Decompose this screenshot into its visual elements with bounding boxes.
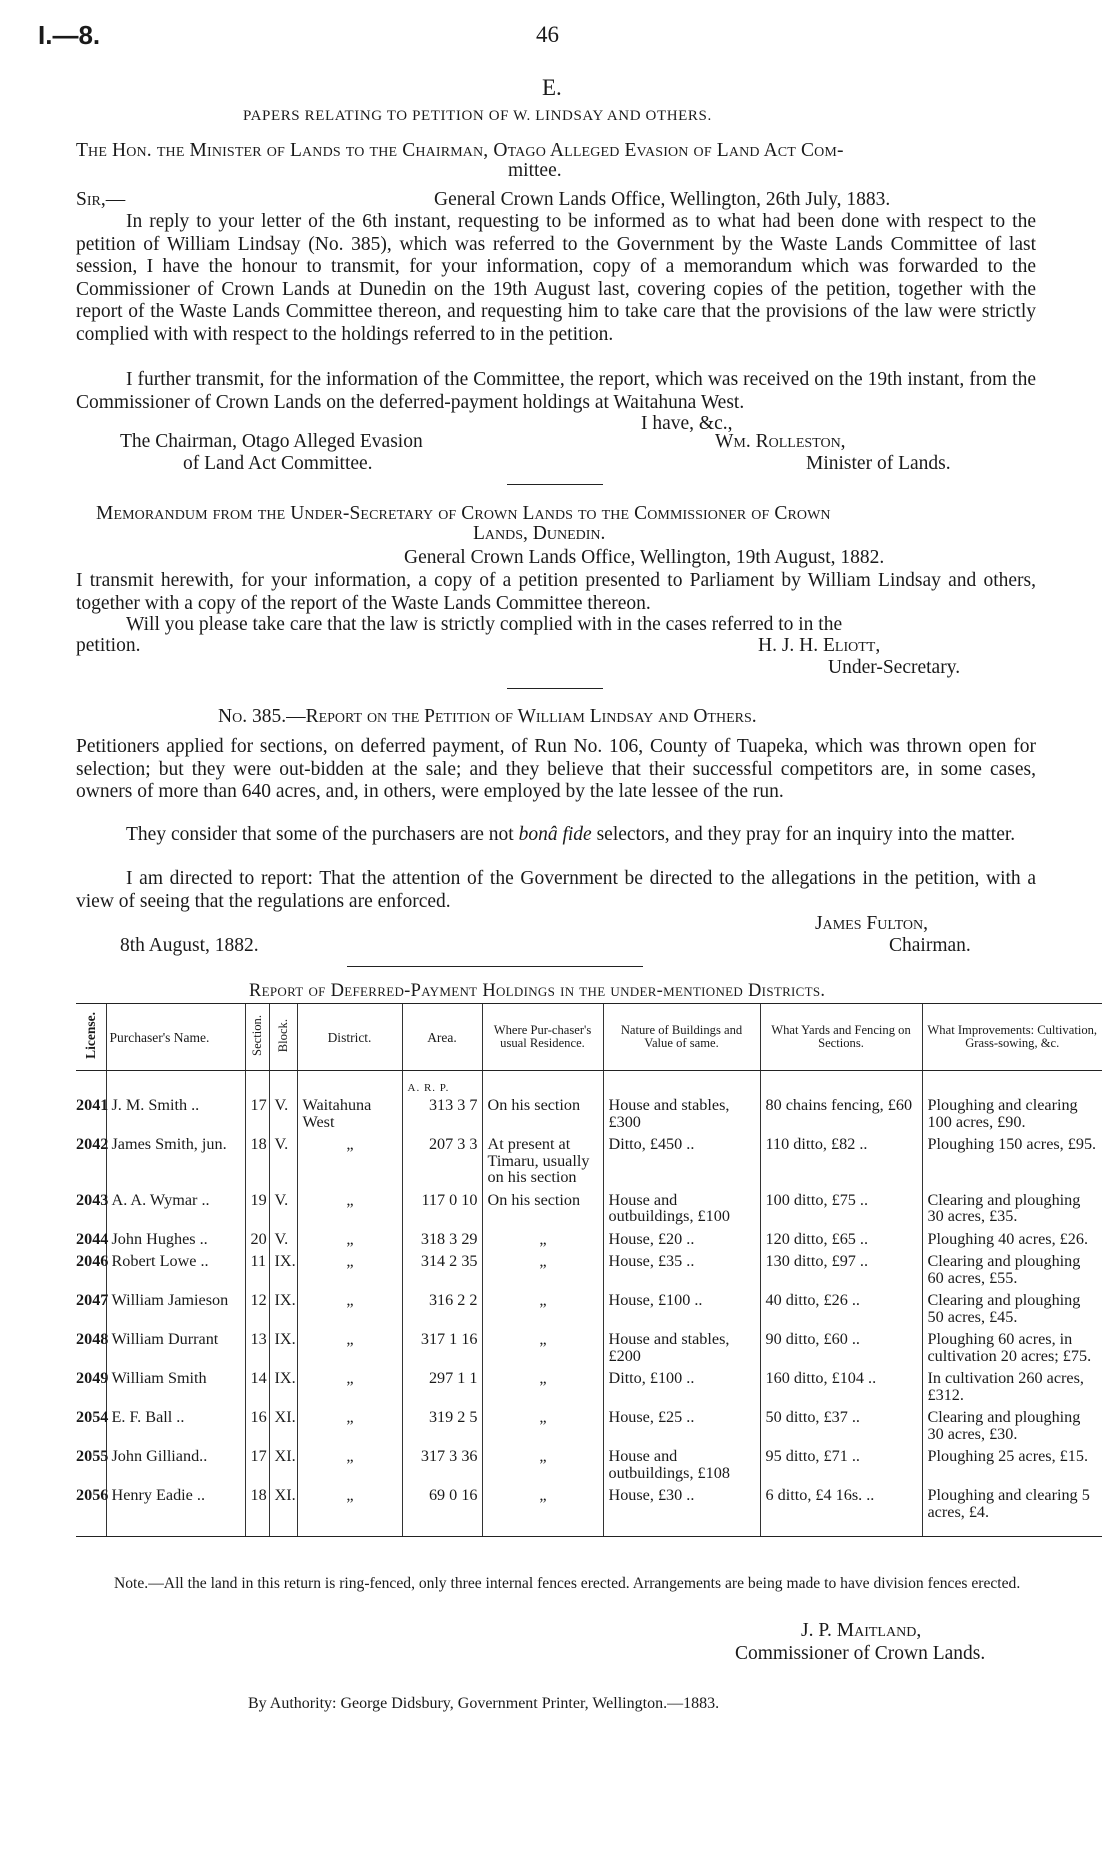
residence-cell: „ xyxy=(482,1367,603,1406)
area-cell: 313 3 7 xyxy=(402,1094,482,1133)
district-cell: „ xyxy=(297,1484,402,1537)
license-cell: 2041 xyxy=(76,1096,109,1114)
memo-place-date: General Crown Lands Office, Wellington, 19th August, 1882. xyxy=(404,547,885,568)
area-cell: 69 0 16 xyxy=(402,1484,482,1537)
letter1-signature: Wm. Rolleston, xyxy=(715,431,846,452)
header-yards: What Yards and Fencing on Sections. xyxy=(760,1004,922,1071)
improvements-cell: Ploughing 150 acres, £95. xyxy=(922,1133,1102,1189)
purchaser-name-cell: William Jamieson xyxy=(106,1289,245,1328)
block-cell: V. xyxy=(269,1133,297,1189)
commissioner-signature: J. P. Maitland, xyxy=(801,1620,922,1641)
purchaser-name-cell: William Durrant xyxy=(106,1328,245,1367)
buildings-cell: House and stables, £200 xyxy=(603,1328,760,1367)
header-residence: Where Pur-chaser's usual Residence. xyxy=(482,1004,603,1071)
purchaser-name-cell: Henry Eadie .. xyxy=(106,1484,245,1537)
improvements-cell: Clearing and ploughing 60 acres, £55. xyxy=(922,1250,1102,1289)
block-cell: V. xyxy=(269,1189,297,1228)
section-cell: 18 xyxy=(245,1484,269,1537)
table-header-row xyxy=(76,1004,1102,1071)
residence-cell: „ xyxy=(482,1406,603,1445)
appendix-letter: E. xyxy=(542,75,562,100)
area-cell: 316 2 2 xyxy=(402,1289,482,1328)
area-cell: 317 3 36 xyxy=(402,1445,482,1484)
letter1-addressee-line2: of Land Act Committee. xyxy=(183,453,373,474)
letter1-signature-title: Minister of Lands. xyxy=(806,453,951,474)
residence-cell: „ xyxy=(482,1445,603,1484)
yards-cell: 160 ditto, £104 .. xyxy=(760,1367,922,1406)
letter1-place-date: General Crown Lands Office, Wellington, 26th July, 1883. xyxy=(434,189,891,210)
divider-rule xyxy=(507,688,603,689)
report-signature-title: Chairman. xyxy=(889,935,971,956)
area-cell: 318 3 29 xyxy=(402,1228,482,1251)
block-cell: XI. xyxy=(269,1406,297,1445)
block-cell: XI. xyxy=(269,1484,297,1537)
table-row xyxy=(76,1189,1102,1228)
letter1-heading-line2: mittee. xyxy=(508,160,562,181)
area-units: A. R. P. xyxy=(402,1071,482,1095)
license-cell: 2044 xyxy=(76,1229,109,1248)
header-area: Area. xyxy=(402,1004,482,1071)
header-district: District. xyxy=(297,1004,402,1071)
table-row xyxy=(76,1228,1102,1251)
section-cell: 18 xyxy=(245,1133,269,1189)
section-cell: 11 xyxy=(245,1250,269,1289)
residence-cell: „ xyxy=(482,1289,603,1328)
improvements-cell: Clearing and ploughing 30 acres, £30. xyxy=(922,1406,1102,1445)
section-cell: 13 xyxy=(245,1328,269,1367)
purchaser-name-cell: James Smith, jun. xyxy=(106,1133,245,1189)
residence-cell: „ xyxy=(482,1250,603,1289)
district-cell: „ xyxy=(297,1328,402,1367)
page-reference: I.—8. xyxy=(38,20,101,50)
yards-cell: 90 ditto, £60 .. xyxy=(760,1328,922,1367)
section-cell: 17 xyxy=(245,1094,269,1133)
purchaser-name-cell: E. F. Ball .. xyxy=(106,1406,245,1445)
district-cell: „ xyxy=(297,1406,402,1445)
section-cell: 19 xyxy=(245,1189,269,1228)
purchaser-name-cell: Robert Lowe .. xyxy=(106,1250,245,1289)
residence-cell: „ xyxy=(482,1328,603,1367)
memo-paragraph-2-line2: petition. xyxy=(76,635,141,656)
memo-signature: H. J. H. Eliott, xyxy=(758,635,881,656)
table-row xyxy=(76,1328,1102,1367)
license-cell: 2046 xyxy=(76,1252,109,1270)
report-heading-text: No. 385.—Report on the Petition of William Lindsay and Others. xyxy=(218,706,757,727)
memo-heading-line1: Memorandum from the Under-Secretary of Crown Lands to the Commissioner of Crown xyxy=(96,503,831,524)
yards-cell: 80 chains fencing, £60 xyxy=(760,1094,922,1133)
section-cell: 20 xyxy=(245,1228,269,1251)
purchaser-name-cell: William Smith xyxy=(106,1367,245,1406)
license-cell: 2055 xyxy=(76,1447,109,1465)
district-cell: Waitahuna West xyxy=(297,1094,402,1133)
report-paragraph-2: They consider that some of the purchasers are not bonâ fide selectors, and they pray for an inquiry into the matter. xyxy=(126,824,1016,845)
letter1-paragraph-1: In reply to your letter of the 6th instant, requesting to be informed as to what had been done with respect to the petition of William Lindsay (No. 385), which was referred to the Government by the Waste Lands Committee of last session, I have the honour to transmit, for your information, copy of a memorandum which was forwarded to the Commissioner of Crown Lands at Dunedin on the 19th August last, covering copies of the petition, together with the report of the Waste Lands Committee thereon, and requesting him to take care that the provisions of the law were strictly complied with with respect to the holdings referred to in the petition. xyxy=(76,211,1036,345)
report-paragraph-1: Petitioners applied for sections, on deferred payment, of Run No. 106, County of Tuapeka, which was thrown open for selection; but they were out-bidden at the sale; and they believe that their successful competitors are, in some cases, owners of more than 640 acres, and, in others, were employed by the late lessee of the run. xyxy=(76,736,1036,803)
header-block: Block. xyxy=(269,1004,297,1071)
report-signature: James Fulton, xyxy=(815,913,928,934)
table-row xyxy=(76,1250,1102,1289)
area-cell: 319 2 5 xyxy=(402,1406,482,1445)
block-cell: IX. xyxy=(269,1367,297,1406)
table-row xyxy=(76,1367,1102,1406)
section-cell: 14 xyxy=(245,1367,269,1406)
license-cell: 2047 xyxy=(76,1291,109,1309)
district-cell: „ xyxy=(297,1367,402,1406)
purchaser-name-cell: John Gilliand.. xyxy=(106,1445,245,1484)
buildings-cell: House, £100 .. xyxy=(603,1289,760,1328)
block-cell: V. xyxy=(269,1228,297,1251)
yards-cell: 100 ditto, £75 .. xyxy=(760,1189,922,1228)
yards-cell: 120 ditto, £65 .. xyxy=(760,1228,922,1251)
block-cell: IX. xyxy=(269,1328,297,1367)
letter1-closing: I have, &c., xyxy=(637,413,733,435)
letter1-heading-line1: The Hon. the Minister of Lands to the Chairman, Otago Alleged Evasion of Land Act Com- xyxy=(76,140,844,161)
letter1-salutation: Sir,— xyxy=(76,189,126,210)
district-cell: „ xyxy=(297,1445,402,1484)
header-buildings: Nature of Buildings and Value of same. xyxy=(603,1004,760,1071)
report-heading xyxy=(218,706,757,728)
license-cell: 2042 xyxy=(76,1135,109,1153)
table-row xyxy=(76,1484,1102,1537)
purchaser-name-cell: A. A. Wymar .. xyxy=(106,1189,245,1228)
section-cell: 17 xyxy=(245,1445,269,1484)
buildings-cell: House, £35 .. xyxy=(603,1250,760,1289)
yards-cell: 6 ditto, £4 16s. .. xyxy=(760,1484,922,1537)
commissioner-title: Commissioner of Crown Lands. xyxy=(735,1643,986,1664)
area-cell: 297 1 1 xyxy=(402,1367,482,1406)
license-cell: 2054 xyxy=(76,1408,109,1426)
page-number: 46 xyxy=(536,22,559,47)
letter1-paragraph-2: I further transmit, for the information of the Committee, the report, which was received on the 19th instant, from the Commissioner of Crown Lands on the deferred-payment holdings at Waitahuna West. xyxy=(76,369,1036,413)
letter1-addressee-line1: The Chairman, Otago Alleged Evasion xyxy=(120,431,423,452)
residence-cell: „ xyxy=(482,1228,603,1251)
license-cell: 2049 xyxy=(76,1369,109,1387)
section-cell: 12 xyxy=(245,1289,269,1328)
block-cell: XI. xyxy=(269,1445,297,1484)
table-row xyxy=(76,1406,1102,1445)
memo-heading-line2: Lands, Dunedin. xyxy=(473,523,606,544)
improvements-cell: Ploughing 60 acres, in cultivation 20 acres; £75. xyxy=(922,1328,1102,1367)
header-improvements: What Improvements: Cultivation, Grass-sowing, &c. xyxy=(922,1004,1102,1071)
purchaser-name-cell: J. M. Smith .. xyxy=(106,1094,245,1133)
table-row xyxy=(76,1133,1102,1189)
yards-cell: 130 ditto, £97 .. xyxy=(760,1250,922,1289)
table-note: Note.—All the land in this return is ring-fenced, only three internal fences erected. Arrangements are being made to have division fences erected. xyxy=(114,1575,1021,1592)
improvements-cell: Ploughing 25 acres, £15. xyxy=(922,1445,1102,1484)
holdings-table xyxy=(76,1003,1102,1537)
appendix-title: PAPERS RELATING TO PETITION OF W. LINDSAY AND OTHERS. xyxy=(243,108,712,124)
memo-paragraph-1: I transmit herewith, for your information, a copy of a petition presented to Parliament by William Lindsay and others, together with a copy of the report of the Waste Lands Committee thereon. xyxy=(76,570,1036,614)
district-cell: „ xyxy=(297,1189,402,1228)
improvements-cell: Ploughing and clearing 5 acres, £4. xyxy=(922,1484,1102,1537)
area-cell: 207 3 3 xyxy=(402,1133,482,1189)
table-row xyxy=(76,1289,1102,1328)
buildings-cell: House and stables, £300 xyxy=(603,1094,760,1133)
area-units-row xyxy=(76,1071,1102,1095)
block-cell: V. xyxy=(269,1094,297,1133)
yards-cell: 110 ditto, £82 .. xyxy=(760,1133,922,1189)
yards-cell: 95 ditto, £71 .. xyxy=(760,1445,922,1484)
residence-cell: On his section xyxy=(482,1189,603,1228)
district-cell: „ xyxy=(297,1289,402,1328)
divider-rule xyxy=(347,966,643,967)
area-cell: 314 2 35 xyxy=(402,1250,482,1289)
table-title: Report of Deferred-Payment Holdings in the under-mentioned Districts. xyxy=(249,981,826,1001)
block-cell: IX. xyxy=(269,1289,297,1328)
buildings-cell: House and outbuildings, £100 xyxy=(603,1189,760,1228)
header-section: Section. xyxy=(245,1004,269,1071)
improvements-cell: Clearing and ploughing 30 acres, £35. xyxy=(922,1189,1102,1228)
buildings-cell: Ditto, £100 .. xyxy=(603,1367,760,1406)
area-cell: 317 1 16 xyxy=(402,1328,482,1367)
improvements-cell: In cultivation 260 acres, £312. xyxy=(922,1367,1102,1406)
license-cell: 2043 xyxy=(76,1190,109,1209)
district-cell: „ xyxy=(297,1133,402,1189)
district-cell: „ xyxy=(297,1228,402,1251)
area-cell: 117 0 10 xyxy=(402,1189,482,1228)
residence-cell: At present at Timaru, usually on his section xyxy=(482,1133,603,1189)
section-cell: 16 xyxy=(245,1406,269,1445)
header-license: License. xyxy=(76,1004,106,1071)
memo-signature-title: Under-Secretary. xyxy=(828,657,961,678)
residence-cell: „ xyxy=(482,1484,603,1537)
yards-cell: 50 ditto, £37 .. xyxy=(760,1406,922,1445)
memo-paragraph-2-line1: Will you please take care that the law is strictly complied with in the cases referred to in the xyxy=(126,614,843,635)
license-cell: 2056 xyxy=(76,1484,106,1537)
improvements-cell: Ploughing and clearing 100 acres, £90. xyxy=(922,1094,1102,1133)
district-cell: „ xyxy=(297,1250,402,1289)
printer-footer: By Authority: George Didsbury, Government Printer, Wellington.—1883. xyxy=(248,1695,720,1712)
improvements-cell: Ploughing 40 acres, £26. xyxy=(922,1228,1102,1251)
purchaser-name-cell: John Hughes .. xyxy=(106,1228,245,1251)
buildings-cell: House, £30 .. xyxy=(603,1484,760,1537)
residence-cell: On his section xyxy=(482,1094,603,1133)
buildings-cell: Ditto, £450 .. xyxy=(603,1133,760,1189)
table-row xyxy=(76,1445,1102,1484)
buildings-cell: House, £25 .. xyxy=(603,1406,760,1445)
report-paragraph-3: I am directed to report: That the attention of the Government be directed to the allegations in the petition, with a view of seeing that the regulations are enforced. xyxy=(76,868,1036,912)
yards-cell: 40 ditto, £26 .. xyxy=(760,1289,922,1328)
report-date: 8th August, 1882. xyxy=(120,935,259,956)
block-cell: IX. xyxy=(269,1250,297,1289)
buildings-cell: House and outbuildings, £108 xyxy=(603,1445,760,1484)
divider-rule xyxy=(507,484,603,485)
improvements-cell: Clearing and ploughing 50 acres, £45. xyxy=(922,1289,1102,1328)
buildings-cell: House, £20 .. xyxy=(603,1228,760,1251)
header-purchaser: Purchaser's Name. xyxy=(106,1004,245,1071)
license-cell: 2048 xyxy=(76,1330,109,1348)
table-row xyxy=(76,1094,1102,1133)
